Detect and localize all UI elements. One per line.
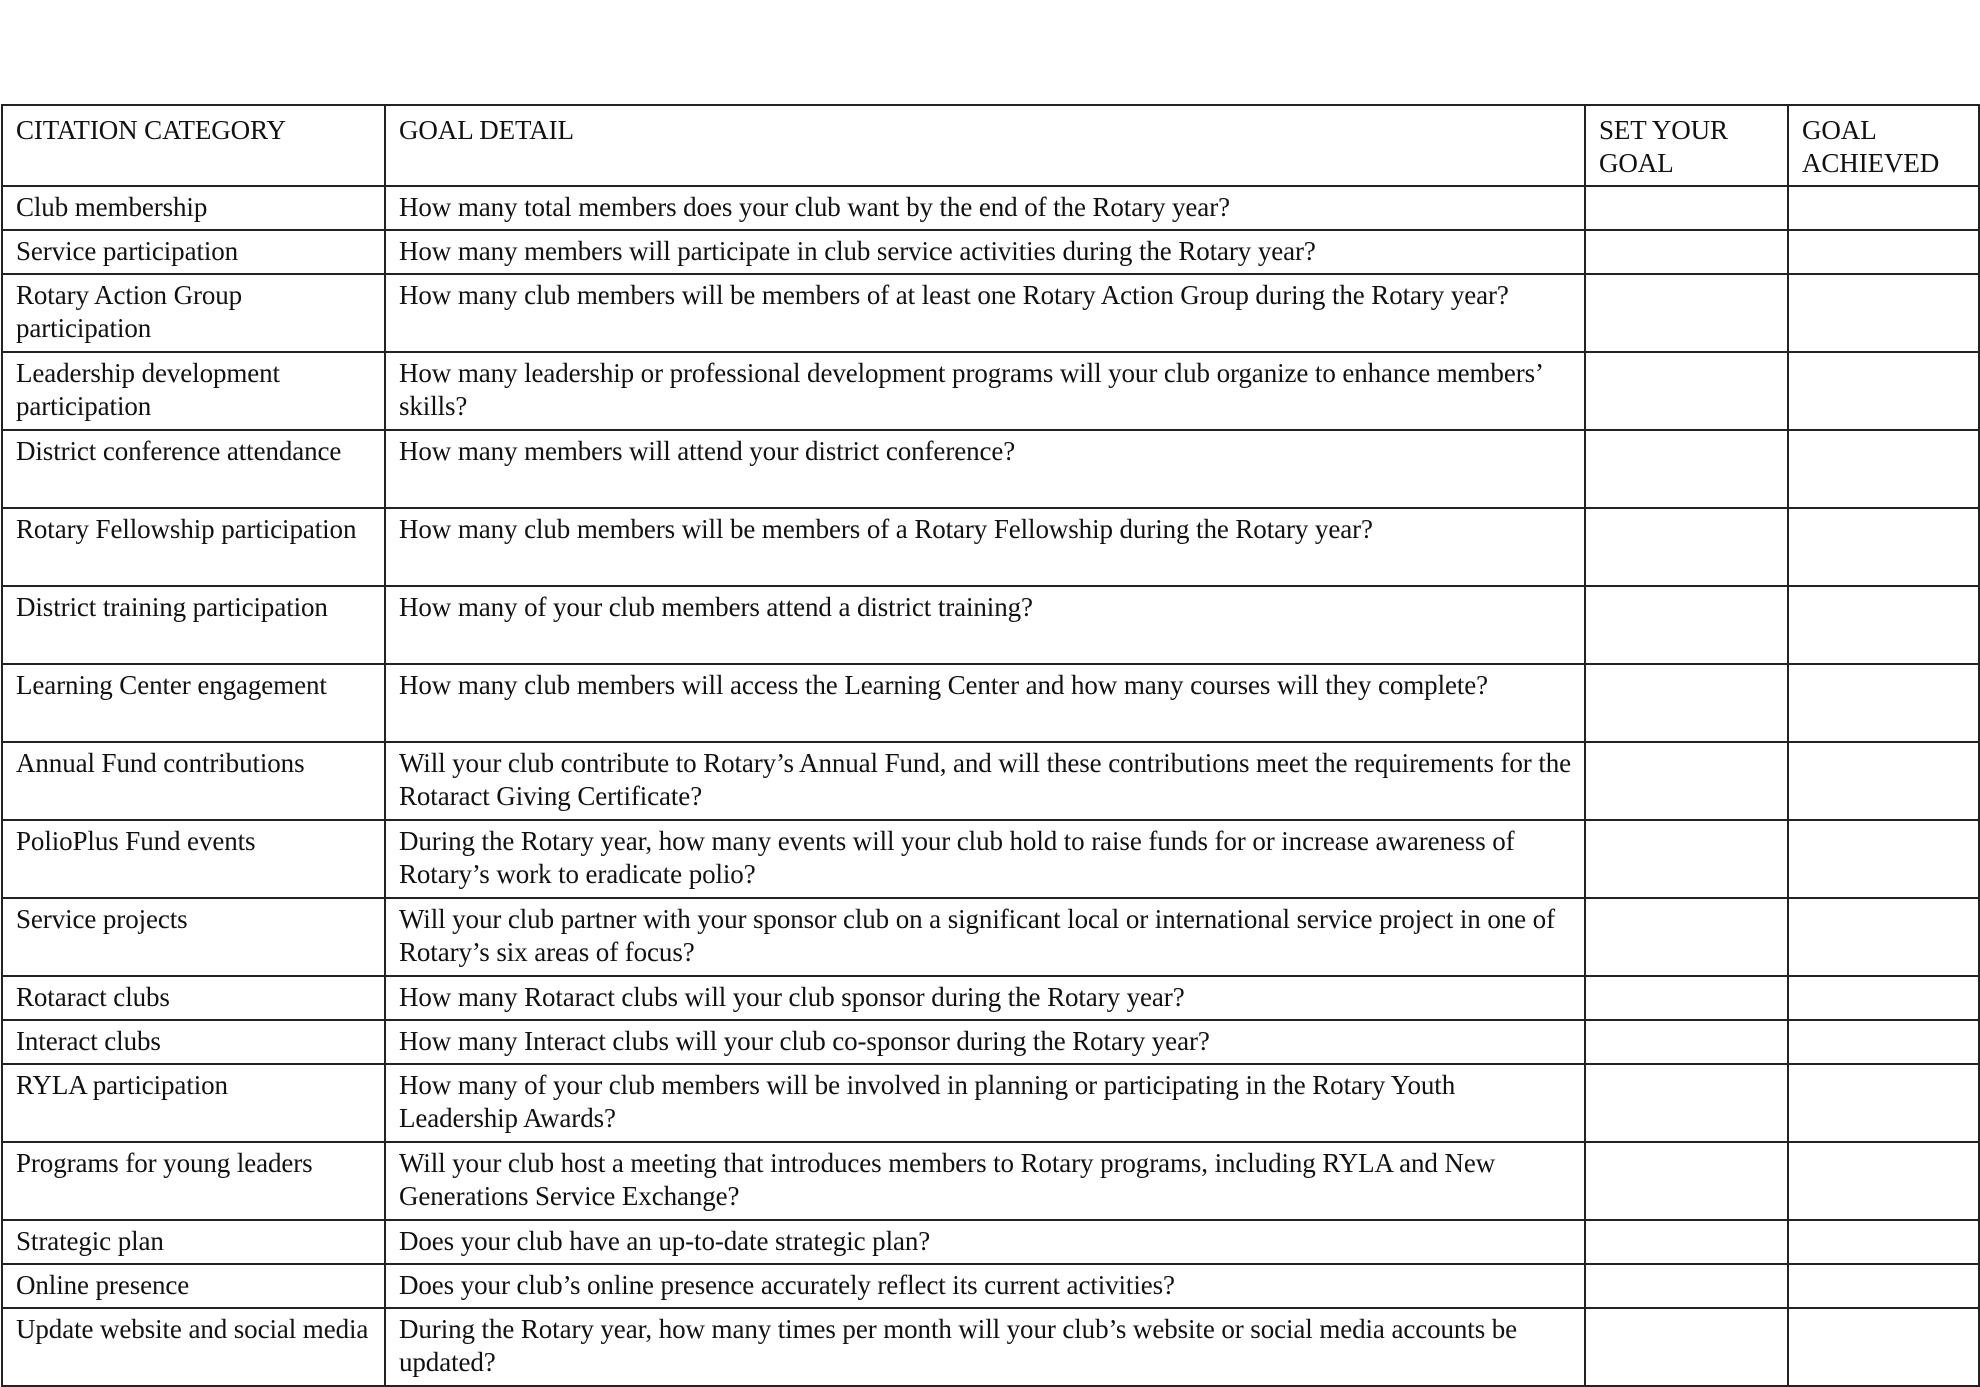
goal-detail-cell: Does your club’s online presence accurately reflect its current activities?: [385, 1264, 1585, 1308]
goal-achieved-cell[interactable]: [1788, 230, 1979, 274]
header-set-your-goal: SET YOUR GOAL: [1585, 105, 1788, 186]
goal-achieved-cell[interactable]: [1788, 742, 1979, 820]
set-your-goal-cell[interactable]: [1585, 508, 1788, 586]
set-your-goal-cell[interactable]: [1585, 664, 1788, 742]
goal-detail-cell: How many club members will be members of a Rotary Fellowship during the Rotary year?: [385, 508, 1585, 586]
goal-achieved-cell[interactable]: [1788, 664, 1979, 742]
goal-detail-cell: Does your club have an up-to-date strategic plan?: [385, 1220, 1585, 1264]
header-goal-achieved: GOAL ACHIEVED: [1788, 105, 1979, 186]
goal-detail-cell: How many of your club members attend a district training?: [385, 586, 1585, 664]
table-row: [2, 274, 1979, 352]
table-row: [2, 898, 1979, 976]
citation-category-cell: District conference attendance: [2, 430, 385, 508]
goal-achieved-cell[interactable]: [1788, 976, 1979, 1020]
goal-detail-cell: How many total members does your club want by the end of the Rotary year?: [385, 186, 1585, 230]
set-your-goal-cell[interactable]: [1585, 820, 1788, 898]
set-your-goal-cell[interactable]: [1585, 186, 1788, 230]
table-row: [2, 1142, 1979, 1220]
set-your-goal-cell[interactable]: [1585, 586, 1788, 664]
goal-achieved-cell[interactable]: [1788, 352, 1979, 430]
goal-achieved-cell[interactable]: [1788, 898, 1979, 976]
goal-detail-cell: How many members will attend your district conference?: [385, 430, 1585, 508]
set-your-goal-cell[interactable]: [1585, 1220, 1788, 1264]
set-your-goal-cell[interactable]: [1585, 1142, 1788, 1220]
table-row: [2, 1264, 1979, 1308]
table-row: [2, 1020, 1979, 1064]
set-your-goal-cell[interactable]: [1585, 742, 1788, 820]
table-row: [2, 1308, 1979, 1386]
goal-achieved-cell[interactable]: [1788, 274, 1979, 352]
table-row: [2, 508, 1979, 586]
table-row: [2, 742, 1979, 820]
set-your-goal-cell[interactable]: [1585, 1264, 1788, 1308]
goal-detail-cell: During the Rotary year, how many events will your club hold to raise funds for or increase awareness of Rotary’s work to eradicate polio?: [385, 820, 1585, 898]
goal-detail-cell: How many club members will access the Learning Center and how many courses will they complete?: [385, 664, 1585, 742]
set-your-goal-cell[interactable]: [1585, 230, 1788, 274]
goal-achieved-cell[interactable]: [1788, 508, 1979, 586]
goal-detail-cell: How many members will participate in club service activities during the Rotary year?: [385, 230, 1585, 274]
set-your-goal-cell[interactable]: [1585, 898, 1788, 976]
citation-category-cell: Rotary Action Group participation: [2, 274, 385, 352]
goal-detail-cell: How many of your club members will be involved in planning or participating in the Rotary Youth Leadership Awards?: [385, 1064, 1585, 1142]
table-row: [2, 186, 1979, 230]
goal-achieved-cell[interactable]: [1788, 1220, 1979, 1264]
set-your-goal-cell[interactable]: [1585, 1020, 1788, 1064]
citation-category-cell: Service projects: [2, 898, 385, 976]
goal-achieved-cell[interactable]: [1788, 820, 1979, 898]
citation-category-cell: PolioPlus Fund events: [2, 820, 385, 898]
goal-achieved-cell[interactable]: [1788, 1020, 1979, 1064]
table-row: [2, 586, 1979, 664]
citation-category-cell: Strategic plan: [2, 1220, 385, 1264]
set-your-goal-cell[interactable]: [1585, 430, 1788, 508]
table-row: [2, 230, 1979, 274]
citation-category-cell: District training participation: [2, 586, 385, 664]
goal-detail-cell: How many club members will be members of at least one Rotary Action Group during the Rotary year?: [385, 274, 1585, 352]
set-your-goal-cell[interactable]: [1585, 274, 1788, 352]
citation-category-cell: Rotary Fellowship participation: [2, 508, 385, 586]
set-your-goal-cell[interactable]: [1585, 1308, 1788, 1386]
table-row: [2, 664, 1979, 742]
citation-category-cell: Rotaract clubs: [2, 976, 385, 1020]
goal-achieved-cell[interactable]: [1788, 430, 1979, 508]
table-row: [2, 1220, 1979, 1264]
table-row: [2, 1064, 1979, 1142]
goal-achieved-cell[interactable]: [1788, 1142, 1979, 1220]
header-citation-category: CITATION CATEGORY: [2, 105, 385, 186]
citation-category-cell: Online presence: [2, 1264, 385, 1308]
table-header-row: [2, 105, 1979, 186]
set-your-goal-cell[interactable]: [1585, 976, 1788, 1020]
goal-detail-cell: Will your club host a meeting that introduces members to Rotary programs, including RYLA and New Generations Service Exchange?: [385, 1142, 1585, 1220]
table-row: [2, 820, 1979, 898]
citation-category-cell: RYLA participation: [2, 1064, 385, 1142]
citation-category-cell: Programs for young leaders: [2, 1142, 385, 1220]
goal-detail-cell: Will your club partner with your sponsor club on a significant local or international service project in one of Rotary’s six areas of focus?: [385, 898, 1585, 976]
goal-detail-cell: How many leadership or professional development programs will your club organize to enhance members’ skills?: [385, 352, 1585, 430]
header-goal-detail: GOAL DETAIL: [385, 105, 1585, 186]
table-row: [2, 352, 1979, 430]
citation-category-cell: Annual Fund contributions: [2, 742, 385, 820]
citation-category-cell: Update website and social media: [2, 1308, 385, 1386]
citation-category-cell: Club membership: [2, 186, 385, 230]
goal-detail-cell: During the Rotary year, how many times per month will your club’s website or social media accounts be updated?: [385, 1308, 1585, 1386]
goal-detail-cell: How many Interact clubs will your club co-sponsor during the Rotary year?: [385, 1020, 1585, 1064]
goal-detail-cell: How many Rotaract clubs will your club sponsor during the Rotary year?: [385, 976, 1585, 1020]
table-row: [2, 430, 1979, 508]
citation-category-cell: Leadership development participation: [2, 352, 385, 430]
citation-category-cell: Learning Center engagement: [2, 664, 385, 742]
citation-category-cell: Interact clubs: [2, 1020, 385, 1064]
goal-achieved-cell[interactable]: [1788, 1308, 1979, 1386]
table-row: [2, 976, 1979, 1020]
citation-goals-table: [1, 104, 1980, 1387]
goal-achieved-cell[interactable]: [1788, 1264, 1979, 1308]
set-your-goal-cell[interactable]: [1585, 1064, 1788, 1142]
set-your-goal-cell[interactable]: [1585, 352, 1788, 430]
goal-achieved-cell[interactable]: [1788, 186, 1979, 230]
citation-category-cell: Service participation: [2, 230, 385, 274]
goal-achieved-cell[interactable]: [1788, 1064, 1979, 1142]
goal-achieved-cell[interactable]: [1788, 586, 1979, 664]
goal-detail-cell: Will your club contribute to Rotary’s Annual Fund, and will these contributions meet the requirements for the Rotaract Giving Certificate?: [385, 742, 1585, 820]
